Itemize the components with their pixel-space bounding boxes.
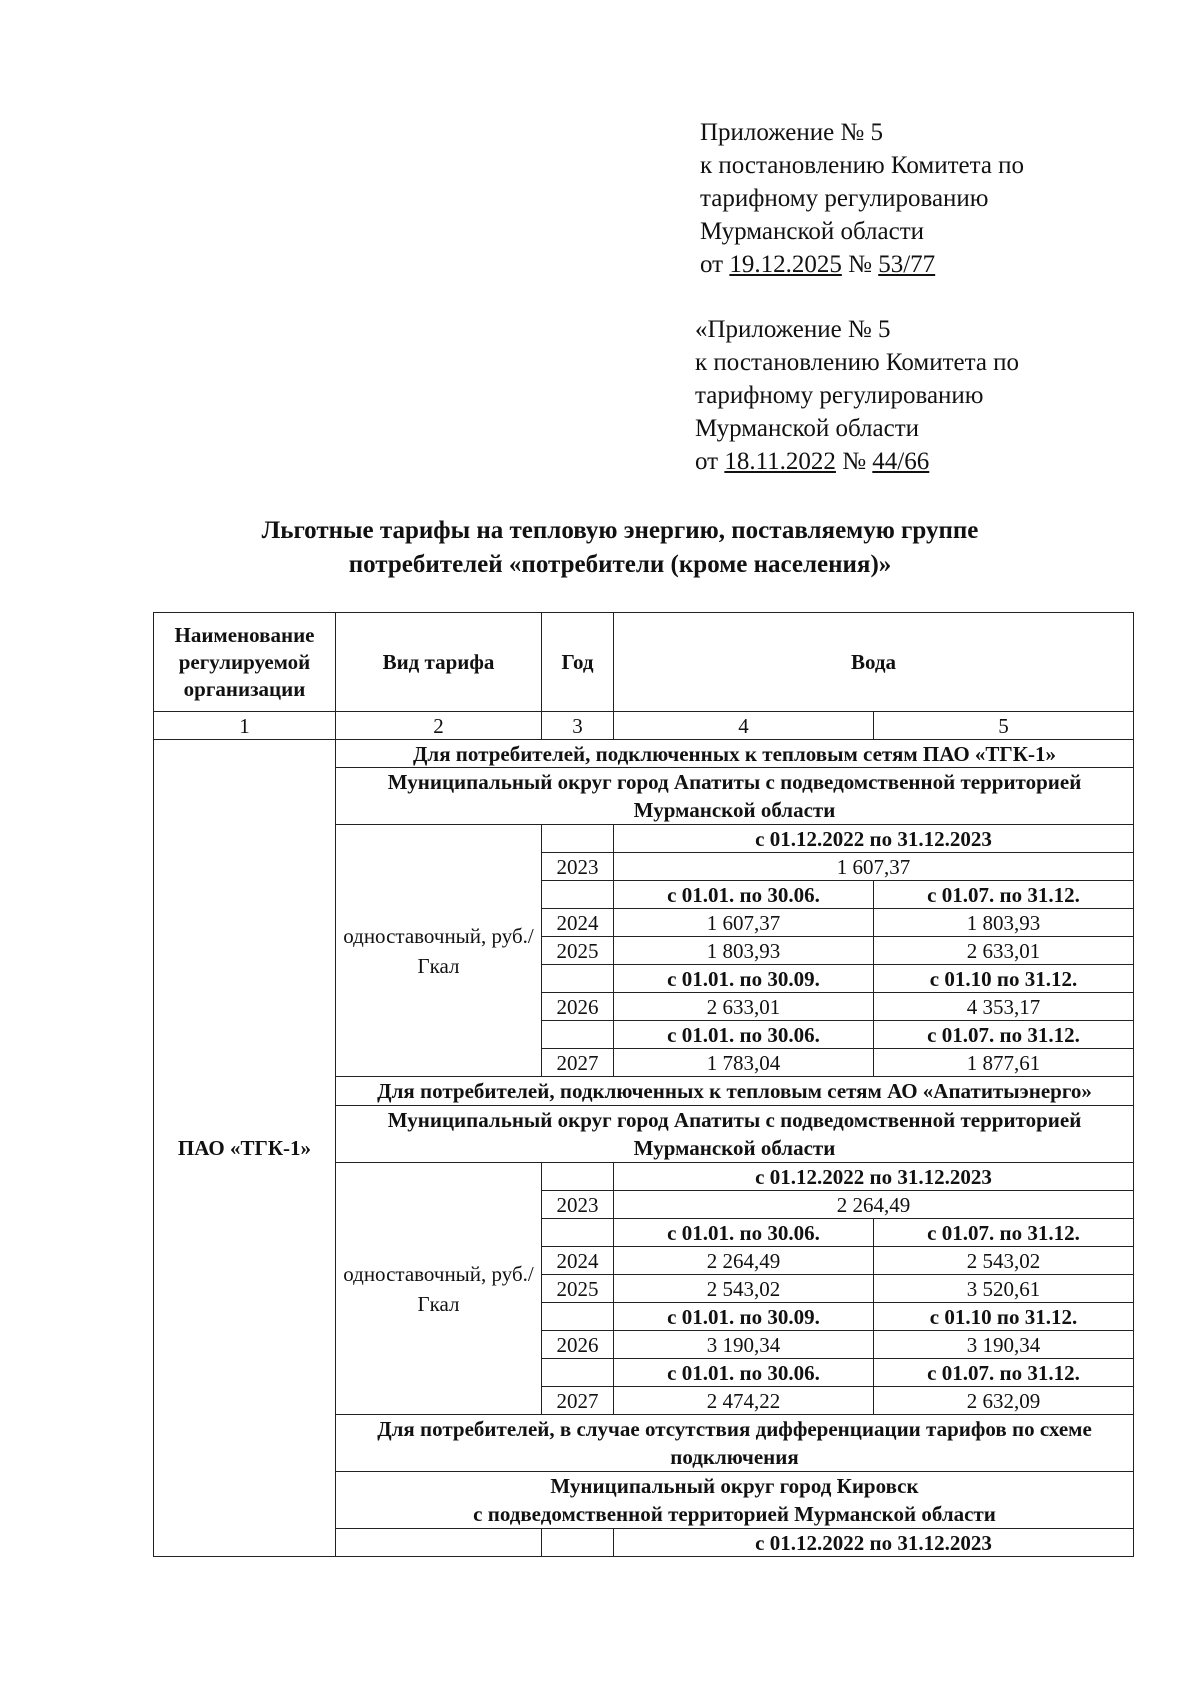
tariff-value: 3 190,34 (614, 1331, 874, 1359)
period-label: с 01.10 по 31.12. (874, 1303, 1134, 1331)
territory-line: Муниципальный округ город Кировск (550, 1474, 919, 1498)
period-label: с 01.07. по 31.12. (874, 881, 1134, 909)
year-cell (542, 1163, 614, 1191)
header-tariff-type: Вид тарифа (336, 613, 542, 712)
territory: Муниципальный округ город Апатиты с подведомственной территорией Мурманской области (336, 1106, 1134, 1163)
period-label: с 01.10 по 31.12. (874, 965, 1134, 993)
period-label: с 01.12.2022 по 31.12.2023 (614, 1163, 1134, 1191)
tariff-value: 1 803,93 (614, 937, 874, 965)
consumer-group: Для потребителей, подключенных к тепловым сетям ПАО «ТГК-1» (336, 740, 1134, 768)
year-cell (542, 1359, 614, 1387)
table-header-row (154, 613, 1134, 712)
tariff-value: 1 607,37 (614, 909, 874, 937)
appendix-header-current (700, 116, 1024, 281)
year-cell (542, 1303, 614, 1331)
column-number: 3 (542, 712, 614, 740)
tariff-type: одноставочный, руб./Гкал (336, 1163, 542, 1415)
period-label: с 01.07. по 31.12. (874, 1219, 1134, 1247)
tariff-type-empty (336, 1529, 542, 1557)
appendix-line: тарифному регулированию (695, 382, 984, 409)
territory: Муниципальный округ город Апатиты с подведомственной территорией Мурманской области (336, 768, 1134, 825)
appendix-number: 44/66 (872, 448, 930, 475)
column-number: 5 (874, 712, 1134, 740)
territory-line: с подведомственной территорией Мурманской области (473, 1502, 996, 1526)
tariff-value: 1 607,37 (614, 853, 1134, 881)
organization-name: ПАО «ТГК-1» (154, 740, 336, 1557)
tariff-value: 2 264,49 (614, 1191, 1134, 1219)
number-prefix: № (835, 448, 873, 475)
title-line: Льготные тарифы на тепловую энергию, поставляемую группе (261, 517, 979, 544)
tariff-value: 1 803,93 (874, 909, 1134, 937)
period-label: с 01.07. по 31.12. (874, 1021, 1134, 1049)
period-label: с 01.01. по 30.06. (614, 1219, 874, 1247)
year-cell: 2027 (542, 1049, 614, 1077)
tariff-table (153, 612, 1134, 1557)
appendix-date: 19.12.2025 (729, 251, 842, 278)
table-row (154, 740, 1134, 768)
appendix-line: Мурманской области (700, 218, 925, 245)
header-org: Наименование регулируемой организации (154, 613, 336, 712)
title-line: потребителей «потребители (кроме населения)» (348, 551, 892, 578)
period-label: с 01.12.2022 по 31.12.2023 (614, 1529, 1134, 1557)
year-cell: 2023 (542, 1191, 614, 1219)
period-label: с 01.12.2022 по 31.12.2023 (614, 825, 1134, 853)
tariff-value: 2 633,01 (614, 993, 874, 1021)
tariff-value: 2 633,01 (874, 937, 1134, 965)
period-label: с 01.01. по 30.09. (614, 965, 874, 993)
tariff-value: 2 632,09 (874, 1387, 1134, 1415)
tariff-value: 1 877,61 (874, 1049, 1134, 1077)
appendix-line: к постановлению Комитета по (695, 349, 1020, 376)
appendix-title: «Приложение № 5 (695, 316, 891, 343)
tariff-value: 3 190,34 (874, 1331, 1134, 1359)
column-number-row (154, 712, 1134, 740)
year-cell: 2024 (542, 909, 614, 937)
tariff-type: одноставочный, руб./Гкал (336, 825, 542, 1077)
column-number: 2 (336, 712, 542, 740)
date-prefix: от (700, 251, 730, 278)
date-prefix: от (695, 448, 725, 475)
tariff-value: 2 474,22 (614, 1387, 874, 1415)
year-cell (542, 881, 614, 909)
year-cell: 2026 (542, 1331, 614, 1359)
header-year: Год (542, 613, 614, 712)
appendix-number: 53/77 (878, 251, 936, 278)
period-label: с 01.01. по 30.06. (614, 881, 874, 909)
appendix-title: Приложение № 5 (700, 119, 884, 146)
appendix-header-previous (695, 313, 1019, 478)
year-cell (542, 1219, 614, 1247)
year-cell: 2025 (542, 937, 614, 965)
header-water: Вода (614, 613, 1134, 712)
number-prefix: № (841, 251, 879, 278)
year-cell: 2024 (542, 1247, 614, 1275)
year-cell: 2027 (542, 1387, 614, 1415)
appendix-date: 18.11.2022 (724, 448, 836, 475)
period-label: с 01.01. по 30.06. (614, 1359, 874, 1387)
appendix-line: Мурманской области (695, 415, 920, 442)
appendix-line: тарифному регулированию (700, 185, 989, 212)
year-cell (542, 965, 614, 993)
consumer-group: Для потребителей, подключенных к тепловым сетям АО «Апатитыэнерго» (336, 1077, 1134, 1106)
year-cell: 2025 (542, 1275, 614, 1303)
territory (336, 1472, 1134, 1529)
appendix-line: к постановлению Комитета по (700, 152, 1025, 179)
year-cell: 2023 (542, 853, 614, 881)
year-cell (542, 1529, 614, 1557)
period-label: с 01.07. по 31.12. (874, 1359, 1134, 1387)
tariff-value: 2 543,02 (874, 1247, 1134, 1275)
tariff-value: 3 520,61 (874, 1275, 1134, 1303)
column-number: 1 (154, 712, 336, 740)
year-cell (542, 825, 614, 853)
tariff-value: 1 783,04 (614, 1049, 874, 1077)
year-cell: 2026 (542, 993, 614, 1021)
tariff-value: 2 543,02 (614, 1275, 874, 1303)
document-title (150, 514, 1090, 582)
year-cell (542, 1021, 614, 1049)
column-number: 4 (614, 712, 874, 740)
appendix-date-line (695, 445, 1019, 478)
appendix-date-line (700, 248, 1024, 281)
consumer-group: Для потребителей, в случае отсутствия дифференциации тарифов по схеме подключения (336, 1415, 1134, 1472)
period-label: с 01.01. по 30.09. (614, 1303, 874, 1331)
tariff-value: 2 264,49 (614, 1247, 874, 1275)
tariff-value: 4 353,17 (874, 993, 1134, 1021)
period-label: с 01.01. по 30.06. (614, 1021, 874, 1049)
